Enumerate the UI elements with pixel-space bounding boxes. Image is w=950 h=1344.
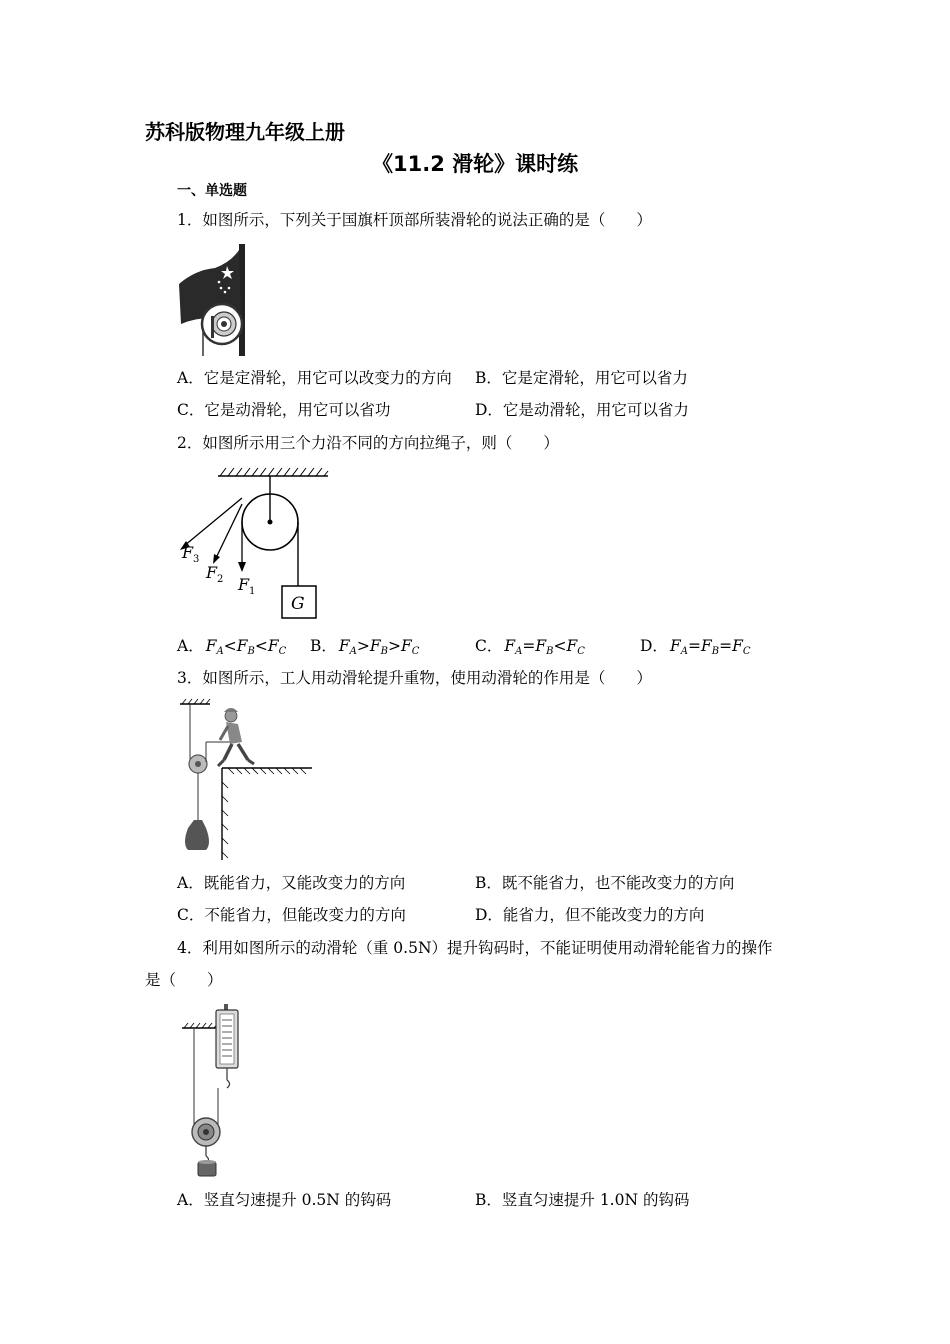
question-4-option-a[interactable]: A．竖直匀速提升 0.5N 的钩码 (177, 1191, 392, 1209)
question-1-stem: 1．如图所示，下列关于国旗杆顶部所装滑轮的说法正确的是（ ） (177, 211, 652, 229)
option-label: C． (475, 637, 503, 655)
option-label: A． (177, 637, 204, 655)
question-3-option-d[interactable]: D．能省力，但不能改变力的方向 (475, 906, 705, 924)
comparison-operator: > (356, 637, 370, 655)
force-symbol: F (700, 637, 712, 655)
comparison-operator: > (388, 637, 402, 655)
comparison-operator: = (522, 637, 536, 655)
question-1-option-a[interactable]: A．它是定滑轮，用它可以改变力的方向 (177, 369, 452, 387)
spring-scale-pulley-figure (178, 1000, 258, 1180)
question-4-option-b[interactable]: B．竖直匀速提升 1.0N 的钩码 (475, 1191, 690, 1209)
f2-subscript: 2 (217, 574, 224, 585)
force-subscript: B (380, 646, 389, 657)
f1-subscript: 1 (249, 586, 256, 597)
question-3-option-a[interactable]: A．既能省力，又能改变力的方向 (177, 874, 406, 892)
question-2-option-c[interactable] (475, 636, 585, 662)
option-label: B． (310, 637, 337, 655)
force-symbol: F (236, 637, 248, 655)
weight-label: G (291, 594, 305, 614)
book-title: 苏科版物理九年级上册 (145, 120, 345, 144)
worker-movable-pulley-figure (176, 698, 316, 863)
comparison-operator: < (553, 637, 567, 655)
force-symbol: F (669, 637, 681, 655)
comparison-operator: = (687, 637, 701, 655)
force-symbol: F (205, 637, 217, 655)
question-2-option-d[interactable] (640, 636, 750, 662)
option-label: D． (640, 637, 668, 655)
force-subscript: C (742, 646, 751, 657)
section-heading: 一、单选题 (177, 183, 247, 199)
force-symbol: F (732, 637, 743, 655)
force-subscript: C (411, 646, 420, 657)
question-2-option-b[interactable] (310, 636, 419, 662)
force-subscript: C (577, 646, 585, 657)
force-symbol: F (504, 637, 516, 655)
comparison-operator: < (254, 637, 268, 655)
comparison-operator: < (223, 637, 237, 655)
f2-label: F (206, 563, 218, 582)
question-3-stem: 3．如图所示，工人用动滑轮提升重物，使用动滑轮的作用是（ ） (177, 669, 652, 687)
question-2-option-a[interactable] (177, 636, 286, 662)
comparison-operator: = (719, 637, 733, 655)
force-symbol: F (535, 637, 547, 655)
question-1-option-d[interactable]: D．它是动滑轮，用它可以省力 (475, 401, 689, 419)
force-subscript: A (216, 646, 224, 657)
question-3-option-b[interactable]: B．既不能省力，也不能改变力的方向 (475, 874, 735, 892)
question-3-option-c[interactable]: C．不能省力，但能改变力的方向 (177, 906, 406, 924)
force-symbol: F (566, 637, 578, 655)
force-subscript: A (680, 646, 688, 657)
question-4-stem-line2: 是（ ） (145, 971, 223, 989)
force-symbol: F (267, 637, 279, 655)
fixed-pulley-force-figure (178, 462, 330, 622)
force-symbol: F (369, 637, 381, 655)
force-subscript: B (546, 646, 554, 657)
force-subscript: B (711, 646, 720, 657)
f3-label: F (182, 543, 194, 562)
question-2-stem: 2．如图所示用三个力沿不同的方向拉绳子，则（ ） (177, 434, 559, 452)
force-subscript: A (515, 646, 523, 657)
f1-label: F (238, 575, 250, 594)
force-symbol: F (338, 637, 350, 655)
force-subscript: A (349, 646, 357, 657)
flagpole-pulley-figure (175, 240, 255, 358)
lesson-title: 《11.2 滑轮》课时练 (372, 152, 579, 176)
question-4-stem-line1: 4．利用如图所示的动滑轮（重 0.5N）提升钩码时，不能证明使用动滑轮能省力的操作 (177, 939, 773, 957)
force-subscript: B (247, 646, 255, 657)
f3-subscript: 3 (193, 554, 200, 565)
question-1-option-b[interactable]: B．它是定滑轮，用它可以省力 (475, 369, 688, 387)
force-subscript: C (278, 646, 287, 657)
force-symbol: F (401, 637, 412, 655)
question-1-option-c[interactable]: C．它是动滑轮，用它可以省功 (177, 401, 391, 419)
